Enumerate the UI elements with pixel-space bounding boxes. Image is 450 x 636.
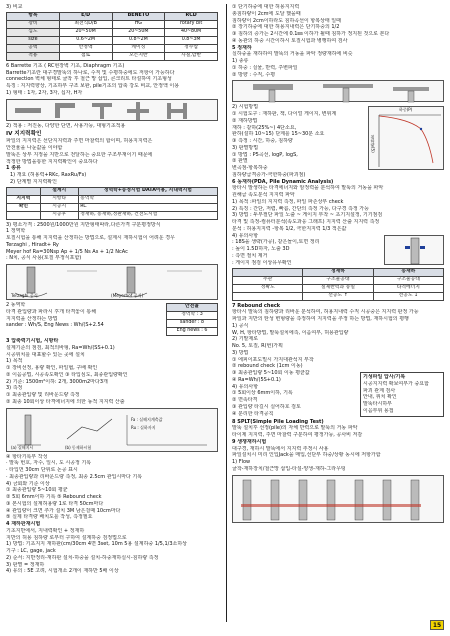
table-row	[7, 195, 218, 203]
text-line: ① 최종관입량 5~10회 평균	[6, 487, 68, 494]
text-line: 2) 시험방법	[232, 104, 259, 111]
text-line: 타이제 지지력, 주면 마찰력 구분하여 평정가능, 공사비 저감	[232, 432, 363, 438]
table-header	[7, 187, 41, 195]
table-cell: 장비	[7, 20, 60, 28]
text-line: ② 판별	[232, 158, 248, 165]
table-row	[7, 203, 218, 211]
text-line: ② 최종 10회이상 타격에너지에 의한 동적 지지력 산출	[6, 398, 125, 405]
table-cell: 선공도 ↓	[373, 292, 443, 300]
text-line: · 타입먼 30cm 단위로 논공 표시	[6, 467, 78, 474]
text-line: ⑤ 실제 타격량 배치도를 작성, 측정필요	[6, 514, 93, 521]
method-table	[6, 187, 218, 220]
table-cell: 안정액	[59, 44, 112, 52]
table-cell: 정수압	[165, 44, 218, 52]
text-line: 2) 특징 : 간단, 저렴, 빠름, 간단의 측정 가능, 다구경 측정 가능	[232, 205, 369, 212]
text-line: 6 Barrette 기초 ( RC현장벽 기초, Diaphragm 기초)	[6, 62, 125, 69]
text-line: 3) 평소가격 : 2500원/1000만원 지반형태따라,다른가격 구분평정방식	[6, 221, 161, 228]
text-line: 설계기준의 점검, 최적의바형, Ra=Wh/(SS+0.1)	[6, 344, 115, 351]
text-line: 변곡점-항복하중	[232, 165, 268, 171]
text-line: 1) 목적 :파일의 지지력 측정, 파일 파손상부 check	[232, 198, 344, 205]
text-line: 3) 방법 : 두부절단 파일 노출 ~ 게이지 부착 ~ 초기지설정, 기기점검	[232, 212, 383, 219]
table-cell: RC	[78, 203, 217, 211]
load-settlement-chart	[368, 106, 444, 170]
text-line: 1) Flow	[232, 459, 251, 465]
text-line: 파괴 관계 검사	[363, 387, 396, 394]
table-row	[7, 20, 218, 28]
text-line: 2) 적용 : 저진동, 다양한 단면, 사용가능, 대형기초적용	[6, 122, 126, 129]
table-cell: 동역학	[78, 195, 217, 203]
compare-title: 3) 비교	[6, 4, 23, 10]
chart-x-label: 하중(P)	[399, 107, 413, 113]
text-line: 지지력을 산정하는 방법	[6, 315, 58, 322]
text-line: ④ 관입량이 크면 추가 설치 3M 남은걸때 10cm마다	[6, 507, 121, 514]
text-line: Terzaghi , Hiradt+ Ry	[6, 241, 59, 248]
table-cell: 구조물공대	[373, 276, 443, 284]
text-line: ④ Ra=Wh/(5S+0.1)	[232, 376, 281, 383]
table-cell: 실제반력과 동일	[303, 284, 373, 292]
table-header: RCD	[165, 12, 218, 20]
text-line: ① 최종관입량 및 리바운드량 측정	[6, 392, 80, 399]
pda-notes-section	[232, 233, 444, 267]
table-cell: 공벽	[7, 44, 60, 52]
table-cell: 0.6~2M	[59, 36, 112, 44]
subsection-heading: 9 생쟁재하시험	[232, 438, 267, 445]
table-cell: 시공후	[40, 211, 78, 219]
text-line: 분석 : 허용지지력 -항복 1/2, 극한지지력 1/3 적은값	[232, 225, 347, 232]
criteria-title: 기성파일 압사/기록	[363, 374, 406, 380]
test-pile-figure	[6, 408, 218, 452]
table-cell: 적용	[7, 52, 60, 60]
text-line: 시공지지력 확보여부가 중요함	[363, 380, 429, 387]
page-number: 15	[430, 620, 444, 630]
bidirectional-test-figure	[232, 475, 444, 523]
text-line: ① 단기하중에 대한 허용지지력	[232, 4, 300, 10]
text-line: W, H, 항타방법, 말뚝설치에측, 이음여부, 허용관입량	[232, 329, 349, 336]
text-line: 1) 형태 : 1자, 2자, 3자, 십자, H자	[6, 89, 83, 96]
table-row	[7, 211, 218, 219]
text-line: 4) 유의사항	[232, 383, 259, 390]
text-line: 대구경, 재하시 말뚝에서 지지력 추정시 사용	[232, 445, 329, 452]
text-line: 말뚝타시하부	[363, 401, 392, 407]
table-header: 정역학+동정시험 DATA이용, 지내력시험	[78, 187, 217, 195]
table-cell: 점토	[59, 52, 112, 60]
rebound-notes-section	[232, 370, 444, 419]
text-line: connection 벽체 형태로 굴착 후 철근 망 삽입, 콘크리트 타설하여 기초형성	[6, 76, 172, 83]
text-line: 파일과 지반의 탄성 변형량을 측정하여 지지력을 추정 하는 방법, 재하시험의 평행	[232, 316, 409, 322]
text-line: 안내, 위치 확인	[363, 394, 397, 401]
text-line: 3) 측정	[6, 385, 23, 392]
table-cell: 시항타	[40, 195, 78, 203]
table-cell: 정확도	[233, 284, 303, 292]
text-line: 기구 : LC, gage, jack	[6, 548, 56, 555]
text-line: : 높이 1.5D하자, 노출 3D	[232, 246, 290, 252]
compare-table	[6, 12, 218, 61]
text-line: 적정한 방법을통한 지지력확인이 중요하다	[6, 158, 98, 165]
text-line: ③ 본시험의 설계허용량 1로 타격 50cm마다	[6, 500, 104, 507]
table-row	[7, 36, 218, 44]
table-header: 동재하	[373, 268, 443, 276]
table-header: 정재하	[303, 268, 373, 276]
text-line: ④ 분리한 타격공칙	[232, 410, 274, 417]
section-heading: IV 지지력확인	[6, 130, 42, 137]
figure-caption: Ru : 실하자지	[131, 424, 156, 430]
text-line: ① 방법 : P5곡선, logP, logS,	[232, 151, 298, 158]
text-line: 시공위치를 대표할수 있는 곳에 설치	[6, 351, 85, 358]
text-line: 타격 관입량과 파라시 후개 타격놓이 통해	[6, 308, 97, 315]
text-line: 실하중을 재하하여 말뚝의 거동을 파악 정량재하에 비슷	[232, 51, 353, 58]
text-line: 완하(설하 10~15) 단계를 15~30분 소요	[232, 131, 325, 138]
text-line: ④ 동관의 하중 시간이하시 토질시험과 병행하여 검사	[232, 37, 348, 44]
text-line: 굴착-재하장치/철근망 삽입-타설-양생-재하-그라우팅	[232, 465, 346, 472]
table-header: BENETO	[112, 12, 165, 20]
text-line: 토질시험을 통해 지지력을 산정하는 방법으로, 설계시 재하시험이 어려운 경우	[6, 235, 175, 242]
text-line: 총침하량이 2cm에 도달 했을때	[232, 10, 301, 17]
safety-factor-table	[166, 303, 218, 336]
text-line: ④ 항타기록부 작성	[6, 453, 48, 460]
text-line: 4) 금회와 기준 이상	[6, 480, 50, 487]
text-line: : 측면 절치 제거	[232, 252, 268, 259]
table-row	[7, 52, 218, 60]
figure-caption: Terzaghi 공식	[11, 293, 38, 299]
text-line: : 게이지 점검 이상유무확인	[232, 259, 292, 266]
table-row	[233, 292, 444, 300]
criteria-box	[360, 372, 444, 418]
text-line: : 18S을 생략(가공), 같은놀이,토면 정리	[232, 239, 320, 246]
dynamic-section	[6, 302, 218, 338]
subsection-heading: 4 재하판재시험	[6, 521, 41, 528]
right-column	[232, 4, 444, 525]
text-line: 항타시 말뚝의 침하량과 리바운 분석하여, 허용지내력 수직 시공중은 지지력 판정 가능	[232, 309, 419, 316]
text-line: ② 방향 : 수직, 수평	[232, 71, 276, 78]
text-line: ① 시험도구 : 재하판, 잭, 다이얼 게이지, 변위계	[232, 111, 337, 117]
barrette-shapes-figure	[6, 99, 218, 121]
text-line: 타격 및 측정-컴퓨터분석(속도과응 그래프) 지지력 산출 지지력 측정	[232, 219, 380, 225]
table-cell: 정재하, 동재하,정판재하, 건전도시험	[78, 211, 217, 219]
table-cell: 사질,암반	[165, 52, 218, 60]
text-line: ② 면속타격	[232, 397, 258, 403]
table-cell: 케이싱	[112, 44, 165, 52]
text-line: 1) 종류	[232, 58, 249, 64]
pda-notes-text	[232, 233, 381, 267]
text-line: sander : Wh/S, Eng News : Wh/(S+2.54	[6, 322, 104, 329]
chart-y-label: 침하량(S)	[370, 135, 376, 153]
text-line: ③ 침하의 증가는 2시간에 0.1㎜ 이하가 될때 침하가 정지된 것으로 본다	[232, 31, 390, 37]
subsection-heading: 6 동재하(PDA, Pile Dynamic Analysis)	[232, 178, 334, 185]
subsection-heading: 8 SPLT(Simple Pile Loading Test)	[232, 418, 324, 425]
text-line: 1) 방법: 기초지지 재하판(cm/30cm 4면 3set, 10m 5용 설계하중 1/5,1/3소하상	[6, 541, 187, 548]
table-cell: 시공시	[40, 203, 78, 211]
text-line: 침하량이 2cm이하라도 침하곡선이 항복상태 일때	[232, 17, 341, 24]
text-line: ② 장기하중에 대한 허용지내력은 단기하중의 1/2	[232, 24, 340, 31]
table-cell: rotary bit	[165, 20, 218, 28]
text-line: 2) 단계별 지지력확인	[10, 178, 57, 185]
text-line: 3) 방법	[232, 349, 249, 356]
text-line: 원해급 속도분석 지지력 파악	[232, 192, 295, 198]
text-line: 4) 유의 : 5E 고려, 시험개소 2개이 재하반 5배 이상	[6, 568, 119, 575]
test-method-text	[232, 104, 365, 178]
text-line: ③ 측정 : 시간, 하중, 침하량	[232, 138, 293, 144]
text-line: 3) 판별방법	[232, 144, 259, 151]
subsection-heading: 3 압축력기시험, 시항타	[6, 338, 59, 345]
text-line: 재하 : 같하(25%~) 4단소요,	[232, 124, 297, 131]
table-cell: 0.8~3M	[165, 36, 218, 44]
table-cell: size	[7, 36, 60, 44]
table-header	[233, 268, 303, 276]
text-line: 1) 목적	[6, 358, 23, 365]
dynamic-text	[6, 302, 163, 338]
figure-caption: (Meyerhof 공식)	[111, 293, 144, 299]
text-line: 1) 개요 (허용력+RKc, RaxRu/Fs)	[10, 172, 87, 179]
table-cell: 지지력	[7, 195, 41, 203]
text-line: ② 재하방법	[232, 117, 258, 124]
text-line: ② 5회 6mm이하 기록 ⑤ Rebound check	[6, 494, 102, 501]
text-line: 안전율을 나눈값을 이야함	[6, 145, 63, 152]
table-cell: HG	[112, 20, 165, 28]
text-line: 침하량급격증가-극한하중(파괴점)	[232, 171, 306, 178]
figure-caption: (b) 동제하시험	[65, 444, 92, 450]
text-line: ③ 관입량 타길시 실어하호 검토	[232, 403, 301, 410]
text-line: 이음부위 용접	[363, 407, 394, 414]
text-line: ① 하중 : 실물, 반력, 주변파일	[232, 64, 298, 71]
table-cell: 20~50M	[59, 28, 112, 36]
test-method-section	[232, 104, 444, 178]
text-line: 2) 순서: 지반정리-재하판 설치-하중을 설치-하중재하실시-침하량 측정	[6, 554, 159, 561]
table-cell	[233, 292, 303, 300]
text-line: ② 이음공법, 시공속도확인 ③ 타입심도, 최종관입량확인	[6, 371, 128, 378]
table-header: 항목	[7, 12, 60, 20]
rebound-notes-text	[232, 370, 357, 419]
text-line: 2) 기말제로	[232, 336, 259, 343]
figure-caption: (a) 실해지시	[11, 444, 34, 450]
table-cell: 최전식D/B	[59, 20, 112, 28]
table-row	[7, 44, 218, 52]
text-line: 특징 : 지지력향상, 기초하부 구조 보완, pile기초의 압축 강도 비교, 안정액 이용	[6, 83, 180, 89]
left-column	[6, 4, 218, 575]
table-cell: 모든지반	[112, 52, 165, 60]
text-line: : N치, 공식 사용(토질 부정식포함)	[6, 255, 82, 262]
table-cell	[7, 211, 41, 219]
text-line: 말뚝 설치후 선정(pile)의 자체 반력으로 말뚝의 거동 파악	[232, 425, 358, 432]
text-line: Meyer hof Ra=30Nsp Ap + 1/5 Ns As + 1/2 NcAc	[6, 248, 128, 255]
table-cell: 확인	[7, 203, 41, 211]
text-line: · 최종관입량과 리바운드량 측정, 최종 2.5cm 관입시마다 기록	[6, 473, 143, 480]
table-header: 설계시	[40, 187, 78, 195]
subsection-heading: 7 Rebound check	[232, 302, 281, 309]
text-line: ① 장비선정, 용량 확인, 파일협, 구배 확인	[6, 365, 98, 372]
figure-caption: Fa : 실해지계측값	[131, 416, 163, 422]
text-line: Barrette기초란 대구경말뚝의 하나로, 수직 및 수평하중에도 저항이 가능하다	[6, 69, 175, 76]
table-cell: 타격에너지	[373, 284, 443, 292]
text-line: 파일설치시 미리 인입Jack을 매입,선단부 하중/상황 동시에 저항가함	[232, 452, 381, 459]
text-line: 3) 판별 = 정재하	[6, 561, 45, 568]
bearing-formula-figure	[6, 264, 218, 300]
text-line: · 말뚝 번호, 자수, 일시, 도 시공정 기록	[6, 460, 92, 467]
text-line: 말뚝은 상부 지정을 지반으로 전달하는 중요한 구조부재이기 때문에	[6, 151, 153, 158]
table-cell: 0.8~2M	[112, 36, 165, 44]
table-row	[233, 276, 444, 284]
table-row	[233, 284, 444, 292]
text-line: ③ 최종관입량 5~10회 이동 평균값	[232, 370, 310, 376]
text-line: 지반의 허용 침하량 로부터 구하여 설계하중 검정법으로	[6, 534, 127, 541]
table-cell: sander : 8	[167, 320, 218, 328]
text-line: ① 5회이상 6mm이하, 기록	[232, 390, 293, 397]
table-cell: 주관	[233, 276, 303, 284]
text-line: 1) 공식	[232, 322, 249, 329]
text-line: ① 에피이포도밀시 가지대관석지 부착	[232, 356, 314, 363]
table-header: E/D	[59, 12, 112, 20]
table-row	[7, 28, 218, 36]
text-line: 2 동역학	[6, 302, 26, 309]
text-line: 2) 기준: 1500m²이하: 2개, 3000m2마다3개	[6, 378, 108, 385]
text-line: 1 정역학	[6, 228, 26, 235]
text-line: 기초지반에서, 지내력확인 + 정재하	[6, 527, 85, 534]
static-load-figure	[232, 80, 444, 102]
column-divider	[226, 4, 227, 622]
table-cell: 심도	[7, 28, 60, 36]
table-cell: 정역학 : 3	[167, 312, 218, 320]
table-cell: 선공도 ↑	[303, 292, 373, 300]
table-cell: 구조물공대	[303, 276, 373, 284]
text-line: 4) 유의사항	[232, 232, 259, 239]
text-line: ② rebound check (1cm 이동)	[232, 363, 303, 370]
static-dynamic-compare-table	[232, 268, 444, 301]
text-line: 항타시 발생하는 타격에너지와 암정력을 분석하여 말뚝의 거동을 파악	[232, 185, 384, 192]
table-cell: 20~50M	[112, 28, 165, 36]
pda-gauge-figure	[384, 235, 444, 265]
text-line: No. 5, 토질, R(번)가획	[232, 343, 283, 349]
subsection-heading: 1 종류	[6, 165, 21, 172]
table-cell: 40~80M	[165, 28, 218, 36]
subsection-heading: 5 정재하	[232, 44, 252, 51]
table-header: 안전율	[167, 304, 218, 312]
text-line: 파일의 지지력은 선단지지력과 주면 마찰력의 합이며, 허용지지력은	[6, 138, 153, 145]
table-cell: Eng news : 6	[167, 328, 218, 336]
